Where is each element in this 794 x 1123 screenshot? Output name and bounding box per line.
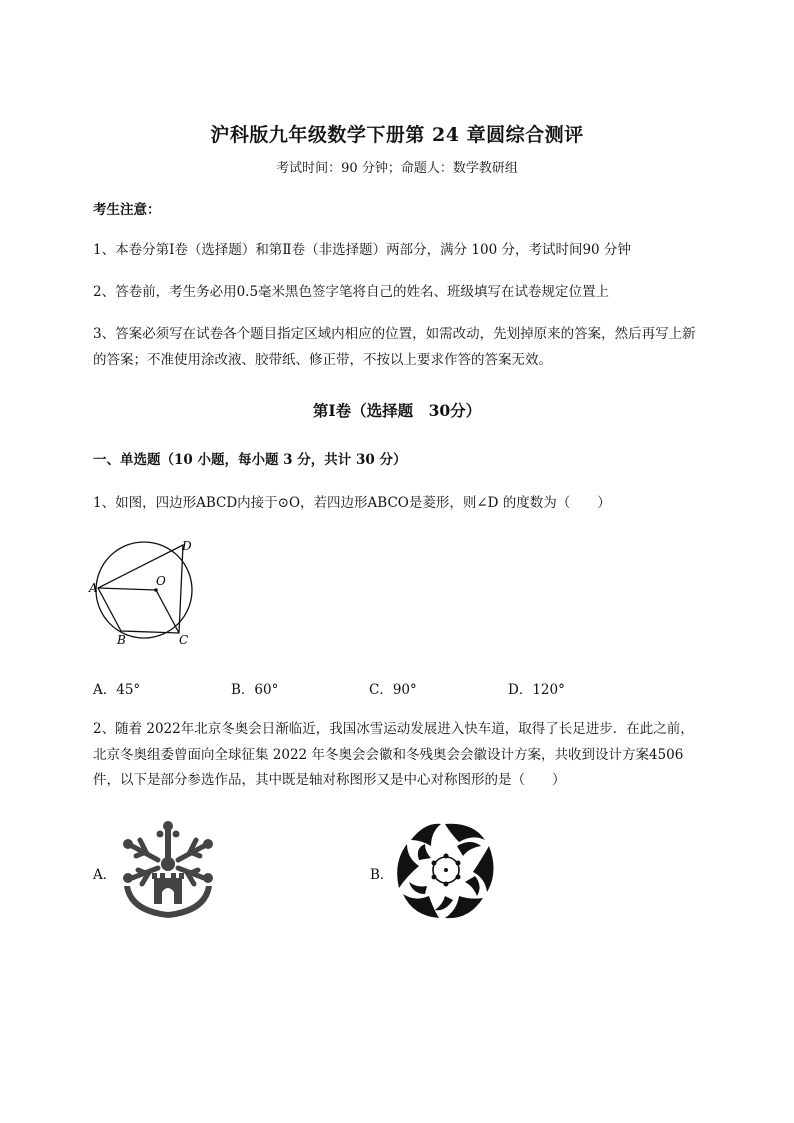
exam-info: 考试时间：90 分钟；命题人：数学教研组 <box>276 161 518 176</box>
label-d: D <box>182 539 192 553</box>
label-o: O <box>156 574 166 588</box>
label-c: C <box>179 633 189 647</box>
label-a: A <box>89 581 98 595</box>
q1-option-c: C．90° <box>369 682 417 698</box>
label-b: B <box>117 633 126 647</box>
q1-option-d: D．120° <box>508 682 565 698</box>
question-2-line-2: 北京冬奥组委曾面向全球征集 2022 年冬奥会会徽和冬残奥会会徽设计方案，共收到设计方案4506 <box>93 747 684 763</box>
part-heading: 一、单选题（10 小题，每小题 3 分，共计 30 分） <box>93 452 407 468</box>
notice-item-3-cont: 的答案；不准使用涂改液、胶带纸、修正带，不按以上要求作答的答案无效。 <box>93 352 552 368</box>
page-title: 沪科版九年级数学下册第 24 章圆综合测评 <box>210 124 584 146</box>
question-1-text: 1、如图，四边形ABCD内接于⊙O，若四边形ABCO是菱形，则∠D 的度数为（ ） <box>93 495 611 511</box>
emblem-b-image <box>395 820 497 920</box>
q2-option-b-label: B． <box>370 867 394 883</box>
q1-option-a: A．45° <box>93 682 141 698</box>
notice-item-2: 2、答卷前，考生务必用0.5毫米黑色签字笔将自己的姓名、班级填写在试卷规定位置上 <box>93 284 610 300</box>
q1-circle-figure <box>88 535 218 650</box>
notice-item-1: 1、本卷分第Ⅰ卷（选择题）和第Ⅱ卷（非选择题）两部分，满分 100 分，考试时间90 分钟 <box>93 242 631 258</box>
center-point <box>154 588 158 592</box>
section-title: 第Ⅰ卷（选择题 30分） <box>312 401 482 420</box>
notice-heading: 考生注意： <box>93 202 161 218</box>
notice-item-3: 3、答案必须写在试卷各个题目指定区域内相应的位置，如需改动，先划掉原来的答案，然后再写上新 <box>93 326 696 342</box>
q1-option-b: B．60° <box>231 682 279 698</box>
question-2-line-1: 2、随着 2022年北京冬奥会日渐临近，我国冰雪运动发展进入快车道，取得了长足进步．在此之前， <box>93 721 694 737</box>
emblem-a-image <box>118 818 218 920</box>
question-2-line-3: 件，以下是部分参选作品，其中既是轴对称图形又是中心对称图形的是（ ） <box>93 772 566 788</box>
q2-option-a-label: A． <box>93 867 117 883</box>
